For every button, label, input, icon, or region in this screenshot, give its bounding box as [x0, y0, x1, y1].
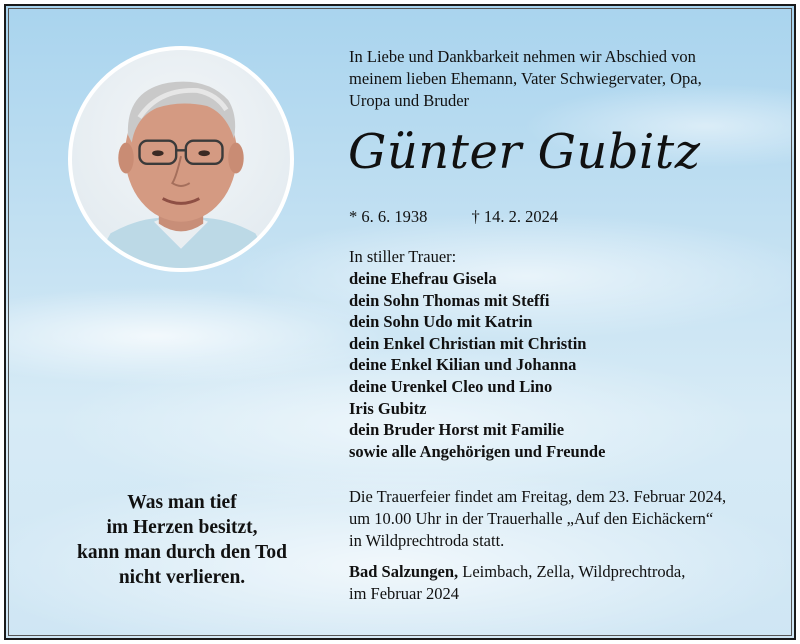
mourner-item: Iris Gubitz: [349, 398, 427, 418]
intro-line: Uropa und Bruder: [349, 91, 470, 110]
portrait-illustration: [72, 50, 290, 268]
ceremony-line: um 10.00 Uhr in der Trauerhalle „Auf den Eichäckern“: [349, 509, 714, 528]
ceremony-info: [349, 486, 779, 552]
life-dates: [349, 206, 558, 228]
place-and-date: [349, 561, 779, 605]
mourner-item: deine Ehefrau Gisela: [349, 269, 497, 288]
deceased-name: Günter Gubitz: [348, 124, 701, 180]
mourners-list: [349, 268, 605, 462]
memorial-quote: [46, 490, 318, 590]
mourner-item: dein Sohn Udo mit Katrin: [349, 312, 533, 332]
death-date: † 14. 2. 2024: [471, 207, 559, 226]
intro-line: meinem lieben Ehemann, Vater Schwiegervater, Opa,: [349, 69, 702, 88]
mourner-item: deine Enkel Kilian und Johanna: [349, 355, 577, 375]
quote-line: Was man tief: [127, 492, 237, 513]
quote-line: im Herzen besitzt,: [106, 517, 258, 538]
intro-text: [349, 46, 769, 112]
mourner-item: dein Sohn Thomas mit Steffi: [349, 290, 550, 310]
place-bold: Bad Salzungen,: [349, 562, 459, 581]
mourner-item: dein Bruder Horst mit Familie: [349, 420, 565, 440]
obituary-notice: [4, 4, 796, 640]
birth-date: * 6. 6. 1938: [349, 207, 428, 226]
mourning-label: In stiller Trauer:: [349, 247, 457, 266]
mourner-item: sowie alle Angehörigen und Freunde: [349, 441, 606, 461]
intro-line: In Liebe und Dankbarkeit nehmen wir Abschied von: [349, 47, 696, 66]
place-date: im Februar 2024: [349, 584, 459, 603]
ceremony-line: in Wildprechtroda statt.: [349, 531, 505, 550]
portrait-photo: [68, 46, 294, 272]
ceremony-line: Die Trauerfeier findet am Freitag, dem 23. Februar 2024,: [349, 487, 727, 506]
mourner-item: deine Urenkel Cleo und Lino: [349, 376, 553, 396]
quote-line: nicht verlieren.: [118, 567, 246, 588]
place-line: [349, 561, 779, 583]
quote-line: kann man durch den Tod: [77, 542, 287, 563]
place-rest: Leimbach, Zella, Wildprechtroda,: [458, 562, 686, 581]
mourner-item: dein Enkel Christian mit Christin: [349, 333, 587, 353]
